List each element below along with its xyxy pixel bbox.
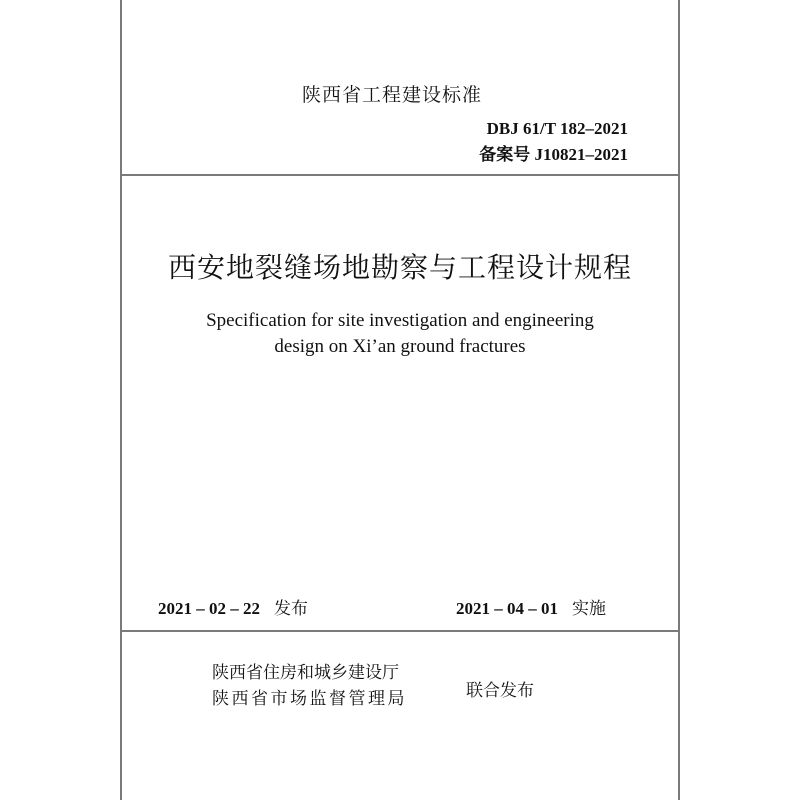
title-english-line2: design on Xi’an ground fractures [274, 336, 526, 357]
bottom-divider [122, 630, 678, 632]
issuer-housing-department: 陕西省住房和城乡建设厅 [212, 663, 399, 683]
issue-label: 发布 [274, 599, 308, 619]
issuing-organizations [212, 660, 407, 712]
joint-release-label: 联合发布 [466, 681, 534, 701]
standard-code-block [479, 116, 628, 168]
issue-date: 2021 – 02 – 22 [158, 599, 260, 618]
record-number: 备案号 J10821–2021 [479, 145, 628, 164]
effective-label: 实施 [572, 599, 606, 619]
issue-date-line [158, 594, 308, 619]
title-english [122, 308, 678, 360]
effective-date-line [456, 594, 606, 619]
effective-date: 2021 – 04 – 01 [456, 599, 558, 618]
standard-number: DBJ 61/T 182–2021 [486, 119, 628, 138]
top-divider [122, 174, 678, 176]
standard-cover [120, 0, 680, 800]
title-english-line1: Specification for site investigation and engineering [206, 310, 594, 331]
issuer-market-bureau: 陕西省市场监督管理局 [212, 689, 407, 709]
standard-series: 陕西省工程建设标准 [302, 84, 483, 106]
title-chinese: 西安地裂缝场地勘察与工程设计规程 [167, 251, 632, 284]
